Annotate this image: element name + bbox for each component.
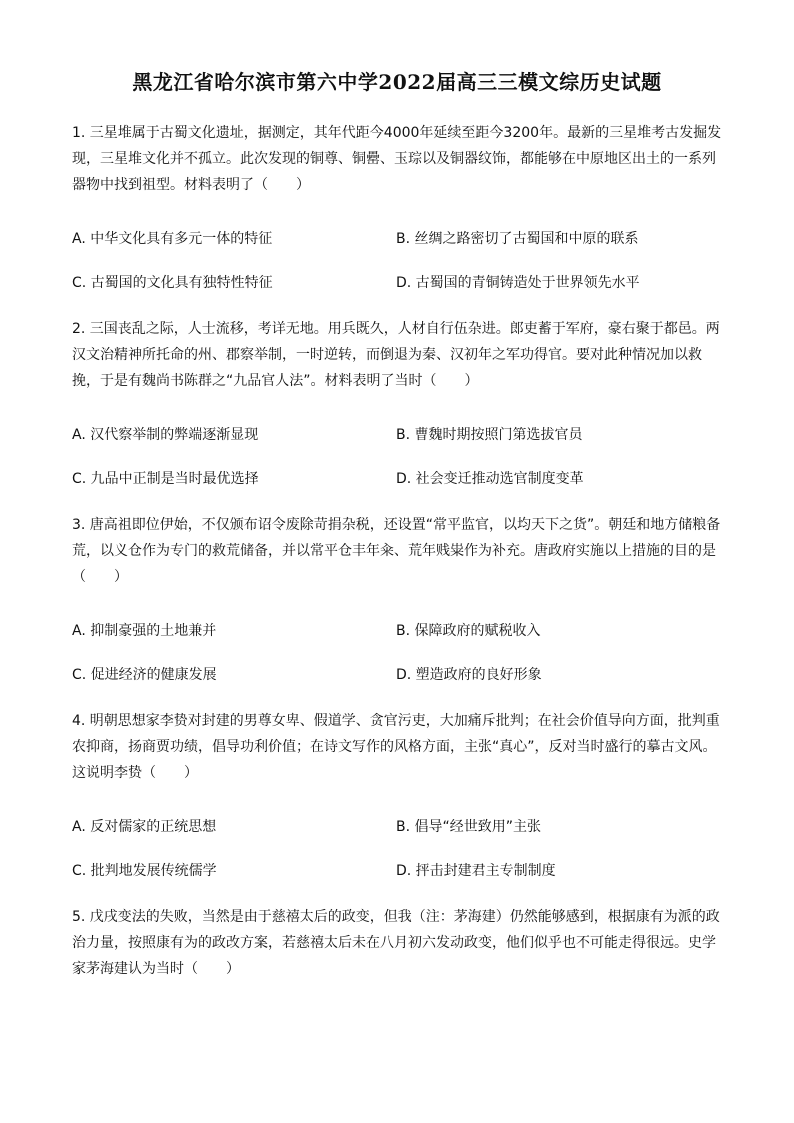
question-2-option-c[interactable]: C. 九品中正制是当时最优选择 bbox=[72, 471, 259, 487]
question-2-option-a[interactable]: A. 汉代察举制的弊端逐渐显现 bbox=[72, 427, 259, 443]
question-4-option-d[interactable]: D. 抨击封建君主专制制度 bbox=[396, 863, 556, 879]
question-3-option-d[interactable]: D. 塑造政府的良好形象 bbox=[396, 667, 542, 683]
question-4-option-b[interactable]: B. 倡导“经世致用”主张 bbox=[396, 819, 542, 835]
question-2-stem: 2. 三国丧乱之际，人士流移，考详无地。用兵既久，人材自行伍杂进。郎吏蓄于军府，豪右聚于都邑。两汉文治精神所托命的州、郡察举制，一时逆转，而倒退为秦、汉初年之军功得官。要对此种情况加以救挽，于是有魏尚书陈群之“九品官人法”。材料表明了当时（ ） bbox=[72, 321, 720, 389]
question-5-stem: 5. 戊戌变法的失败，当然是由于慈禧太后的政变，但我（注：茅海建）仍然能够感到，根据康有为派的政治力量，按照康有为的政改方案，若慈禧太后未在八月初六发动政变，他们似乎也不可能走得很远。史学家茅海建认为当时（ ） bbox=[72, 909, 720, 977]
question-3-stem: 3. 唐高祖即位伊始，不仅颁布诏令废除苛捐杂税，还设置“常平监官，以均天下之货”。朝廷和地方储粮备荒，以义仓作为专门的救荒储备，并以常平仓丰年籴、荒年贱粜作为补充。唐政府实施以上措施的目的是（ ） bbox=[72, 517, 721, 585]
exam-title: 黑龙江省哈尔滨市第六中学2022届高三三模文综历史试题 bbox=[132, 70, 662, 94]
question-3-option-c[interactable]: C. 促进经济的健康发展 bbox=[72, 667, 217, 683]
question-4-option-a[interactable]: A. 反对儒家的正统思想 bbox=[72, 819, 217, 835]
question-2-option-b[interactable]: B. 曹魏时期按照门第选拔官员 bbox=[396, 427, 583, 443]
question-1-option-b[interactable]: B. 丝绸之路密切了古蜀国和中原的联系 bbox=[396, 231, 639, 247]
question-1-option-c[interactable]: C. 古蜀国的文化具有独特性特征 bbox=[72, 275, 273, 291]
question-3-option-b[interactable]: B. 保障政府的赋税收入 bbox=[396, 623, 541, 639]
question-3-option-a[interactable]: A. 抑制豪强的土地兼并 bbox=[72, 623, 217, 639]
question-1-option-a[interactable]: A. 中华文化具有多元一体的特征 bbox=[72, 231, 273, 247]
question-4-option-c[interactable]: C. 批判地发展传统儒学 bbox=[72, 863, 217, 879]
question-2-option-d[interactable]: D. 社会变迁推动选官制度变革 bbox=[396, 471, 584, 487]
question-1-stem: 1. 三星堆属于古蜀文化遗址，据测定，其年代距今4000年延续至距今3200年。最新的三星堆考古发掘发现，三星堆文化并不孤立。此次发现的铜尊、铜罍、玉琮以及铜器纹饰，都能够在中原地区出土的一系列器物中找到祖型。材料表明了（ ） bbox=[72, 125, 722, 193]
question-4-stem: 4. 明朝思想家李贽对封建的男尊女卑、假道学、贪官污吏，大加痛斥批判；在社会价值导向方面，批判重农抑商，扬商贾功绩，倡导功利价值；在诗文写作的风格方面，主张“真心”，反对当时盛行的摹古文风。这说明李贽（ ） bbox=[72, 713, 720, 781]
question-1-option-d[interactable]: D. 古蜀国的青铜铸造处于世界领先水平 bbox=[396, 275, 640, 291]
